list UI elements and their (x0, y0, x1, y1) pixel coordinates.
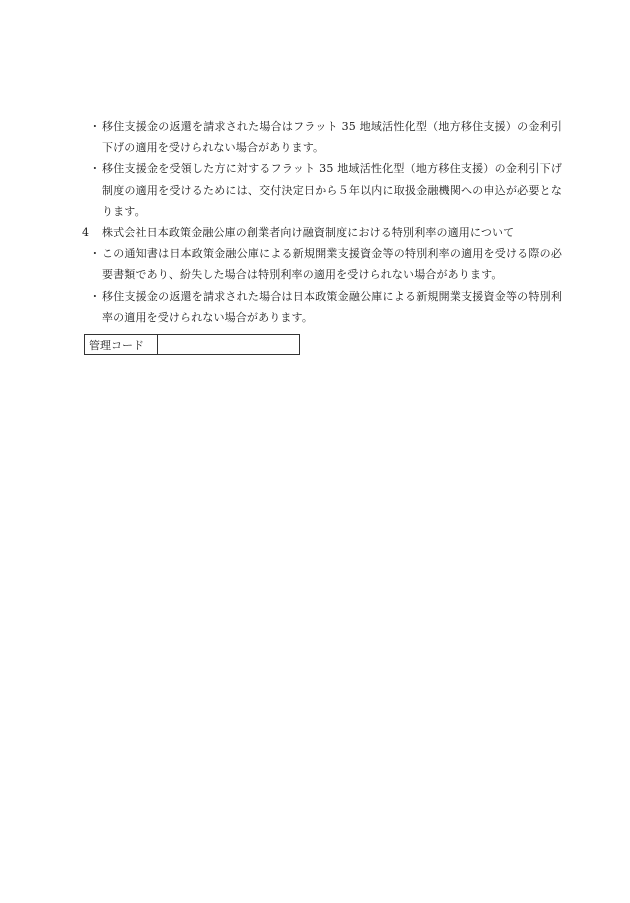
bullet-item (82, 243, 562, 285)
bullet-text: この通知書は日本政策金融公庫による新規開業支援資金等の特別利率の適用を受ける際の必要書類であり、紛失した場合は特別利率の適用を受けられない場合があります。 (102, 247, 562, 282)
management-code-table (84, 334, 300, 355)
management-code-value[interactable] (158, 335, 300, 355)
section-title: 株式会社日本政策金融公庫の創業者向け融資制度における特別利率の適用について (102, 226, 515, 240)
bullet-mark: ・ (89, 120, 101, 133)
bullet-item (82, 158, 562, 222)
notice-body (82, 116, 562, 328)
section-number: 4 (82, 226, 90, 240)
bullet-text: 移住支援金の返還を請求された場合は日本政策金融公庫による新規開業支援資金等の特別利率の適用を受けられない場合があります。 (102, 289, 562, 324)
bullet-mark: ・ (89, 289, 101, 303)
bullet-text: 移住支援金を受領した方に対するフラット 35 地域活性化型（地方移住支援）の金利引下げ制度の適用を受けるためには、交付決定日から５年以内に取扱金融機関への申込が必要となります。 (102, 162, 562, 218)
management-code-label: 管理コード (85, 335, 158, 355)
section-heading (82, 222, 562, 243)
bullet-item (82, 116, 562, 158)
bullet-mark: ・ (89, 247, 101, 261)
management-code-row (85, 335, 300, 355)
bullet-mark: ・ (89, 162, 101, 176)
bullet-text: 移住支援金の返還を請求された場合はフラット 35 地域活性化型（地方移住支援）の金利引下げの適用を受けられない場合があります。 (102, 120, 562, 155)
bullet-item (82, 286, 562, 328)
